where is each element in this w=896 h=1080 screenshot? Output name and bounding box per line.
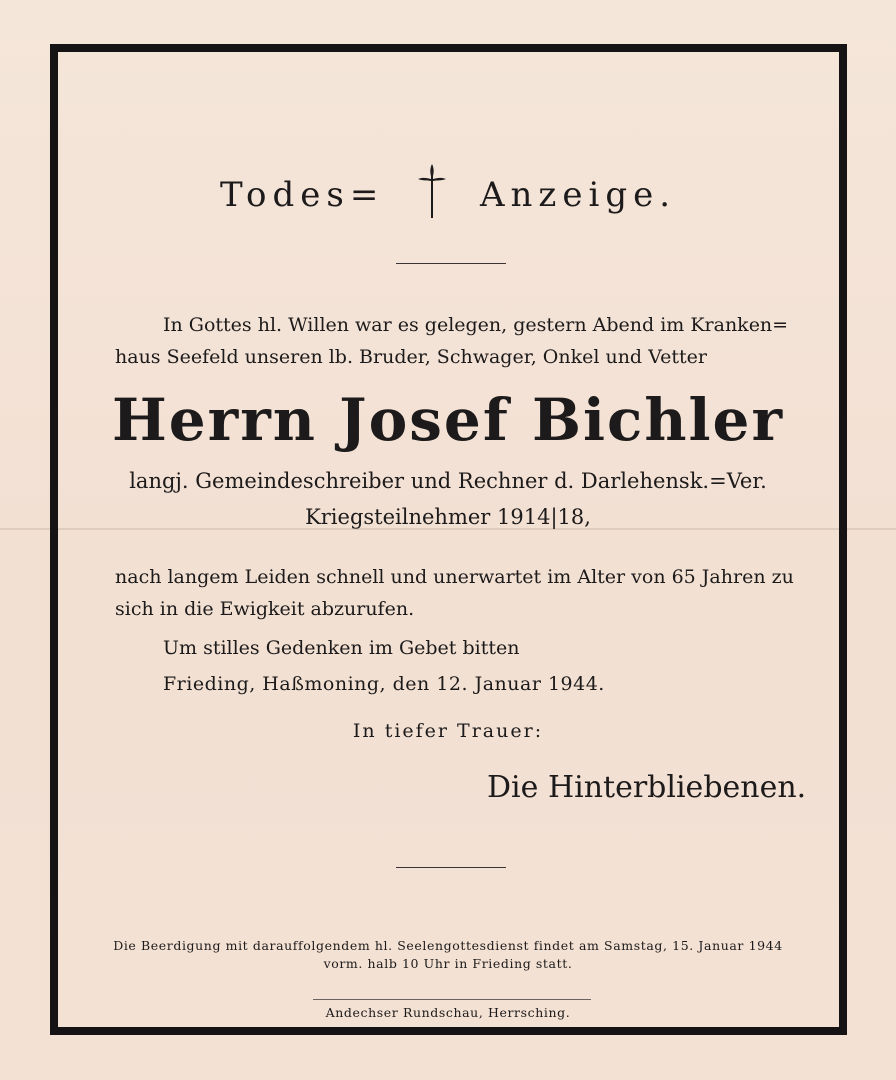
- funeral-info-line-2: vorm. halb 10 Uhr in Frieding statt.: [323, 956, 573, 971]
- funeral-info-line-1: Die Beerdigung mit darauffolgendem hl. Seelengottesdienst findet am Samstag, 15. Januar 1944: [113, 938, 783, 953]
- deceased-name: Herrn Josef Bichler: [111, 386, 785, 454]
- divider-bottom: [396, 867, 506, 868]
- death-line-1: nach langem Leiden schnell und unerwartet im Alter von 65 Jahren zu: [115, 566, 794, 588]
- printer-credit: Andechser Rundschau, Herrsching.: [325, 1005, 571, 1020]
- intro-line-1: In Gottes hl. Willen war es gelegen, gestern Abend im Kranken=: [163, 314, 789, 336]
- veteran-line: Kriegsteilnehmer 1914|18,: [305, 505, 591, 529]
- cross-icon: [415, 162, 449, 220]
- survivors-signature: Die Hinterbliebenen.: [487, 770, 807, 805]
- intro-line-2: haus Seefeld unseren lb. Bruder, Schwager, Onkel und Vetter: [115, 346, 707, 368]
- divider-top: [396, 263, 506, 264]
- place-date: Frieding, Haßmoning, den 12. Januar 1944.: [163, 673, 605, 695]
- title-right: Anzeige.: [479, 175, 677, 215]
- mourning-line: In tiefer Trauer:: [352, 720, 544, 742]
- title-left: Todes=: [219, 175, 385, 215]
- footer-divider: [313, 999, 591, 1000]
- death-line-2: sich in die Ewigkeit abzurufen.: [115, 598, 415, 620]
- prayer-request: Um stilles Gedenken im Gebet bitten: [163, 637, 520, 659]
- occupation-line: langj. Gemeindeschreiber und Rechner d. Darlehensk.=Ver.: [129, 469, 767, 493]
- notice-title: [0, 166, 896, 224]
